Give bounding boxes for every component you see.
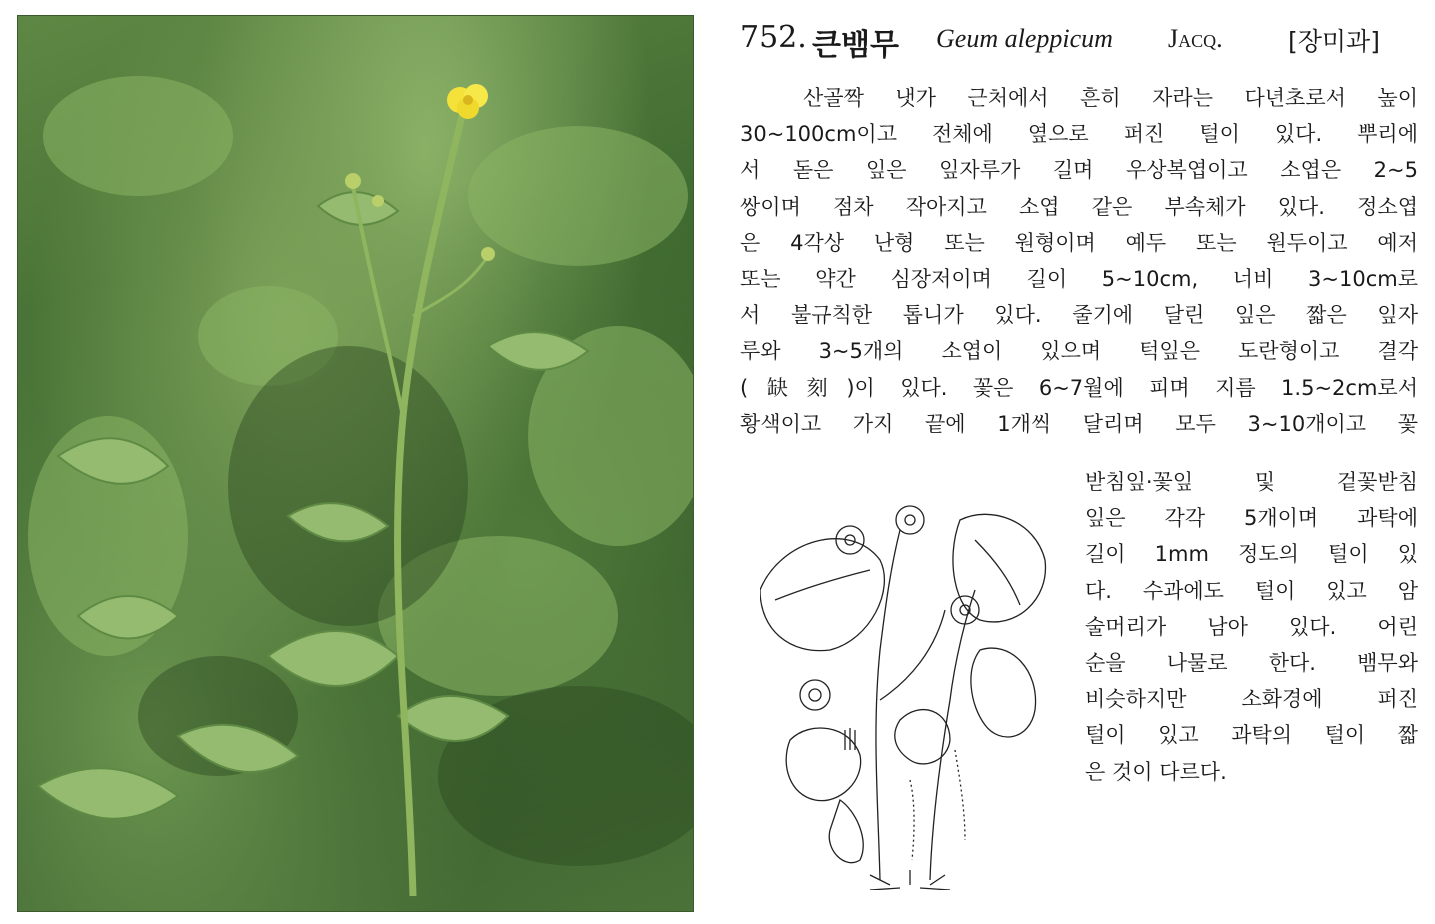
description-line: 쌍이며 점차 작아지고 소엽 같은 부속체가 있다. 정소엽 xyxy=(740,194,1418,219)
description-line: 30~100cm이고 전체에 옆으로 퍼진 털이 있다. 뿌리에 xyxy=(740,122,1418,147)
description-line: 순을 나물로 한다. 뱀무와 xyxy=(1085,650,1418,675)
description-line: 루와 3~5개의 소엽이 있으며 턱잎은 도란형이고 결각 xyxy=(740,339,1418,364)
scientific-name: Geum aleppicum xyxy=(936,24,1113,53)
yellow-flower xyxy=(447,84,488,119)
korean-name: 큰뱀무 xyxy=(812,28,899,63)
author-name: Jacq. xyxy=(1168,24,1223,53)
description-main xyxy=(740,80,1418,442)
family-name: [장미과] xyxy=(1288,27,1380,56)
botanical-illustration xyxy=(760,500,1060,890)
description-line: 서 돋은 잎은 잎자루가 길며 우상복엽이고 소엽은 2~5 xyxy=(740,158,1418,183)
description-line: 털이 있고 과탁의 털이 짧 xyxy=(1085,723,1418,748)
plant-photo-art xyxy=(18,16,693,911)
description-line: 산골짝 냇가 근처에서 흔히 자라는 다년초로서 높이 xyxy=(740,86,1418,110)
entry-header xyxy=(740,18,1420,62)
description-line: 서 불규칙한 톱니가 있다. 줄기에 달린 잎은 짧은 잎자 xyxy=(740,303,1418,328)
entry-number: 752. xyxy=(740,20,807,55)
description-line: 다. 수과에도 털이 있고 암 xyxy=(1085,578,1418,603)
description-line: 받침잎·꽃잎 및 겉꽃받침 xyxy=(1085,470,1418,494)
description-line: 비슷하지만 소화경에 퍼진 xyxy=(1085,687,1418,712)
description-line: (缺刻)이 있다. 꽃은 6~7월에 피며 지름 1.5~2cm로서 xyxy=(740,375,1418,400)
plant-photo xyxy=(17,15,694,912)
description-line: 술머리가 남아 있다. 어린 xyxy=(1085,614,1418,639)
description-line: 은 4각상 난형 또는 원형이며 예두 또는 원두이고 예저 xyxy=(740,230,1418,255)
description-line: 길이 1mm 정도의 털이 있 xyxy=(1085,542,1418,567)
description-line: 황색이고 가지 끝에 1개씩 달리며 모두 3~10개이고 꽃 xyxy=(740,411,1418,436)
description-side xyxy=(1085,464,1418,790)
description-line: 잎은 각각 5개이며 과탁에 xyxy=(1085,506,1418,531)
description-line: 은 것이 다르다. xyxy=(1085,759,1227,784)
description-line: 또는 약간 심장저이며 길이 5~10cm, 너비 3~10cm로 xyxy=(740,266,1418,291)
